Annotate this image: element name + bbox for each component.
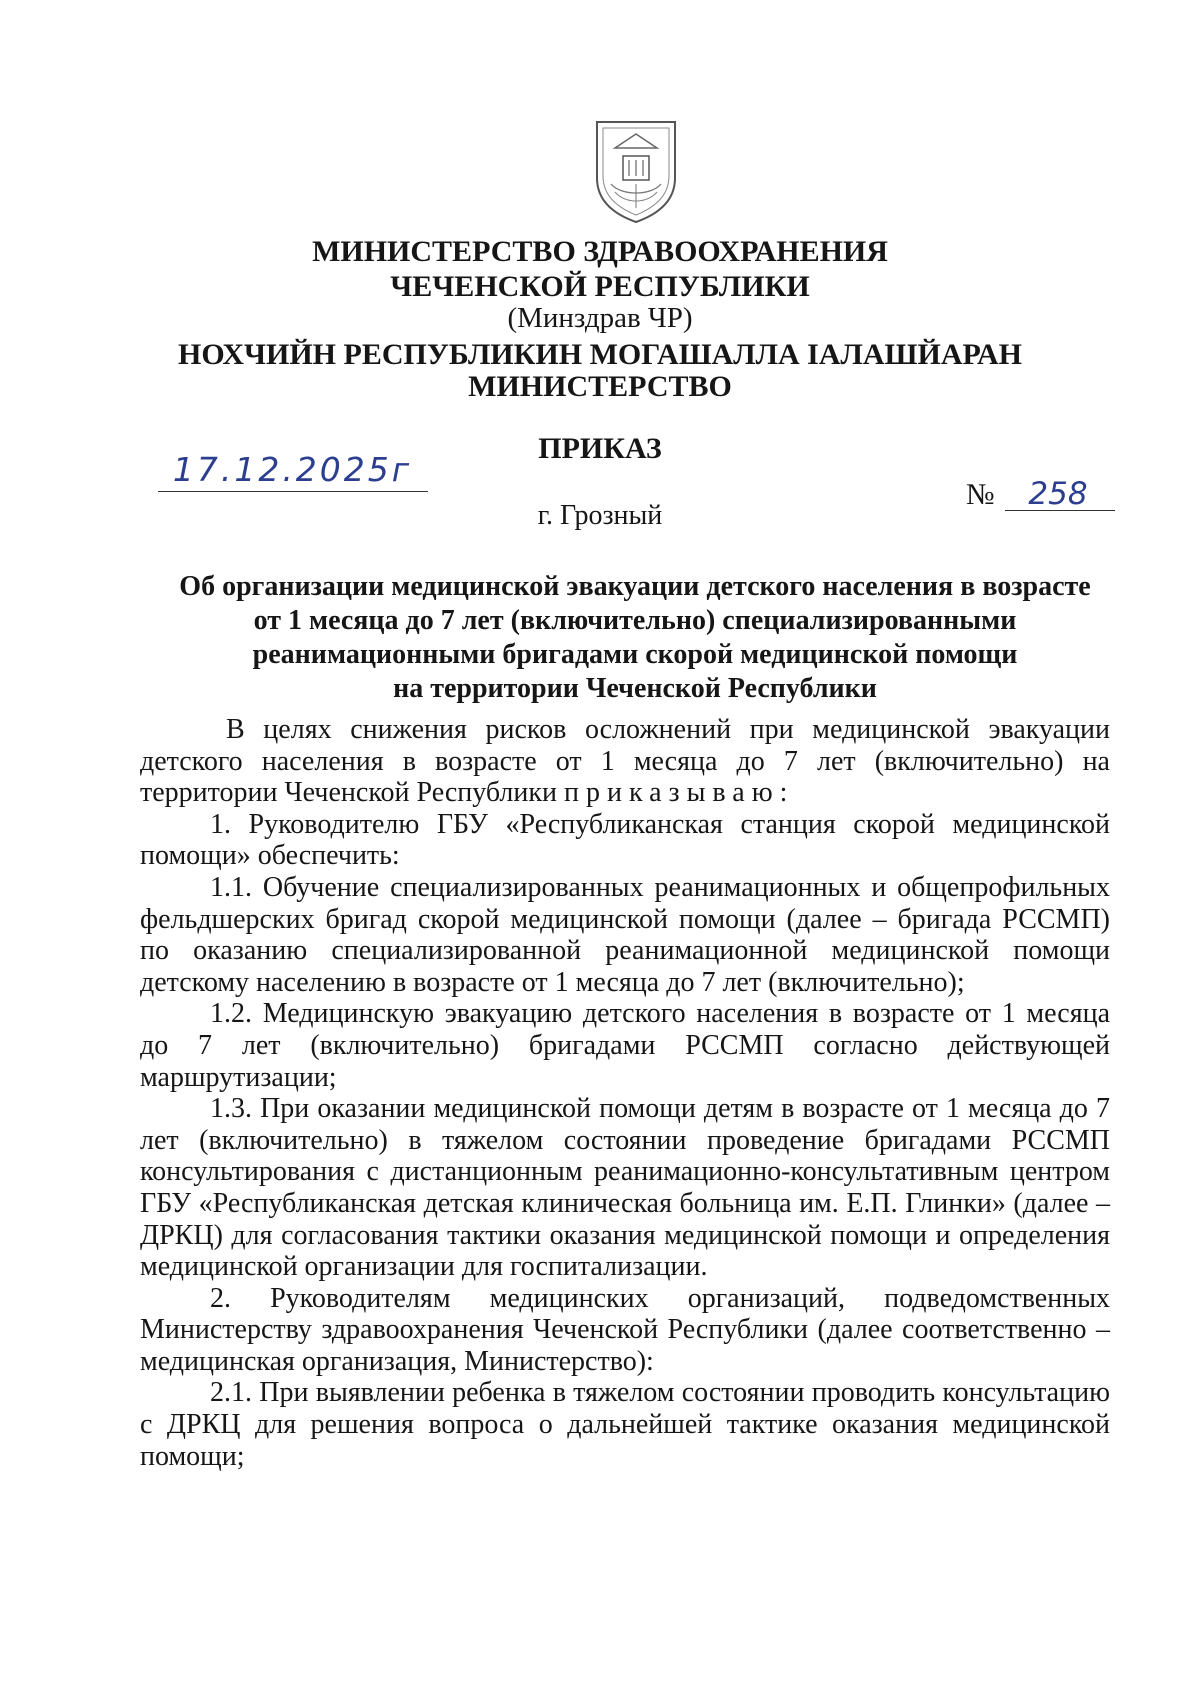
ministry-chechen-line1: НОХЧИЙН РЕСПУБЛИКИН МОГАШАЛЛА ІАЛАШЙАРАН (178, 338, 1022, 371)
paragraph-2-1: 2.1. При выявлении ребенка в тяжелом состоянии проводить консультацию с ДРКЦ для решения вопроса о дальнейшей тактике оказания медицинской помощи; (140, 1377, 1110, 1472)
date-underline (158, 491, 428, 492)
subject-line-2: от 1 месяца до 7 лет (включительно) специализированными (253, 605, 1017, 636)
ministry-name-line2: ЧЕЧЕНСКОЙ РЕСПУБЛИКИ (390, 270, 810, 303)
paragraph-1-2: 1.2. Медицинскую эвакуацию детского населения в возрасте от 1 месяца до 7 лет (включительно) бригадами РССМП согласно действующей маршрутизации; (140, 998, 1110, 1093)
paragraph-1-1: 1.1. Обучение специализированных реанимационных и общепрофильных фельдшерских бригад скорой медицинской помощи (далее – бригада РССМП) по оказанию специализированной реанимационной медицинской помощи детскому населению в возрасте от 1 месяца до 7 лет (включительно); (140, 871, 1110, 998)
ministry-short-name: (Минздрав ЧР) (507, 302, 693, 334)
order-number-label: № (966, 478, 995, 511)
order-number-handwritten: 258 (1028, 476, 1088, 512)
paragraph-intro (140, 714, 1110, 809)
ministry-chechen-line2: МИНИСТЕРСТВО (468, 370, 732, 403)
order-title: ПРИКАЗ (538, 432, 662, 465)
order-subject (160, 570, 1110, 706)
paragraph-2: 2. Руководителям медицинских организаций, подведомственных Министерству здравоохранения Чеченской Республики (далее соответственно – медицинская организация, Министерство): (140, 1282, 1110, 1377)
order-body (140, 714, 1110, 1472)
order-city: г. Грозный (537, 500, 663, 531)
number-underline (1005, 510, 1115, 511)
ministry-name-line1: МИНИСТЕРСТВО ЗДРАВООХРАНЕНИЯ (312, 235, 888, 268)
intro-command: приказываю: (563, 777, 795, 809)
paragraph-1: 1. Руководителю ГБУ «Республиканская станция скорой медицинской помощи» обеспечить: (140, 808, 1110, 872)
order-date-handwritten: 17.12.2025г (172, 450, 413, 489)
intro-text: В целях снижения рисков осложнений при медицинской эвакуации детского населения в возрасте от 1 месяца до 7 лет (включительно) на территории Чеченской Республики (140, 714, 1110, 809)
subject-line-4: на территории Чеченской Республики (393, 673, 877, 704)
coat-of-arms-emblem (593, 118, 679, 224)
paragraph-1-3: 1.3. При оказании медицинской помощи детям в возрасте от 1 месяца до 7 лет (включительно) в тяжелом состоянии проведение бригадами РССМП консультирования с дистанционным реанимационно-консультативным центром ГБУ «Республиканская детская клиническая больница им. Е.П. Глинки» (далее – ДРКЦ) для согласования тактики оказания медицинской помощи и определения медицинской организации для госпитализации. (140, 1093, 1110, 1283)
subject-line-3: реанимационными бригадами скорой медицинской помощи (252, 639, 1018, 670)
subject-line-1: Об организации медицинской эвакуации детского населения в возрасте (179, 571, 1091, 602)
